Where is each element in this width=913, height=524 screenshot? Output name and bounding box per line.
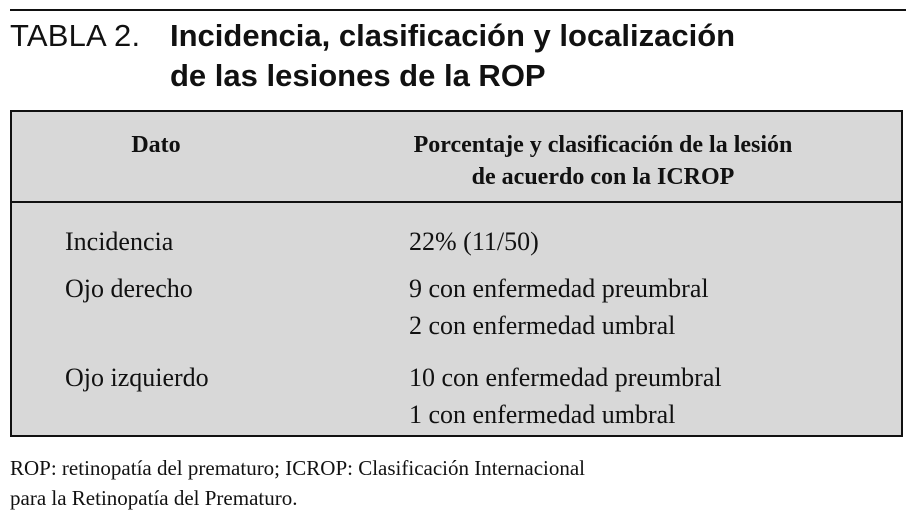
table-caption <box>170 16 790 96</box>
row-value: 1 con enfermedad umbral <box>409 400 676 429</box>
row-value: 10 con enfermedad preumbral <box>409 363 722 392</box>
table-title <box>10 16 900 96</box>
row-label: Incidencia <box>65 227 174 256</box>
row-label: Ojo derecho <box>65 274 193 303</box>
column-header-line: de acuerdo con la ICROP <box>471 164 735 190</box>
row-value: 22% (11/50) <box>409 227 539 256</box>
table-footnote <box>10 453 890 513</box>
row-values <box>409 223 539 260</box>
table-header <box>12 112 901 203</box>
row-label: Ojo izquierdo <box>65 363 209 392</box>
top-rule <box>10 9 906 11</box>
table-number: TABLA 2. <box>10 18 141 53</box>
row-values <box>409 270 709 344</box>
row-values <box>409 359 722 433</box>
column-header-line: Porcentaje y clasificación de la lesión <box>413 132 793 158</box>
row-value: 9 con enfermedad preumbral <box>409 274 709 303</box>
column-header-dato: Dato <box>131 132 181 158</box>
column-header-porcentaje <box>348 129 858 193</box>
table-caption-line: Incidencia, clasificación y localización <box>170 18 736 53</box>
data-table <box>10 110 903 437</box>
row-value: 2 con enfermedad umbral <box>409 311 676 340</box>
footnote-line: para la Retinopatía del Prematuro. <box>10 486 298 510</box>
footnote-line: ROP: retinopatía del prematuro; ICROP: Clasificación Internacional <box>10 456 586 480</box>
table-caption-line: de las lesiones de la ROP <box>170 58 546 93</box>
